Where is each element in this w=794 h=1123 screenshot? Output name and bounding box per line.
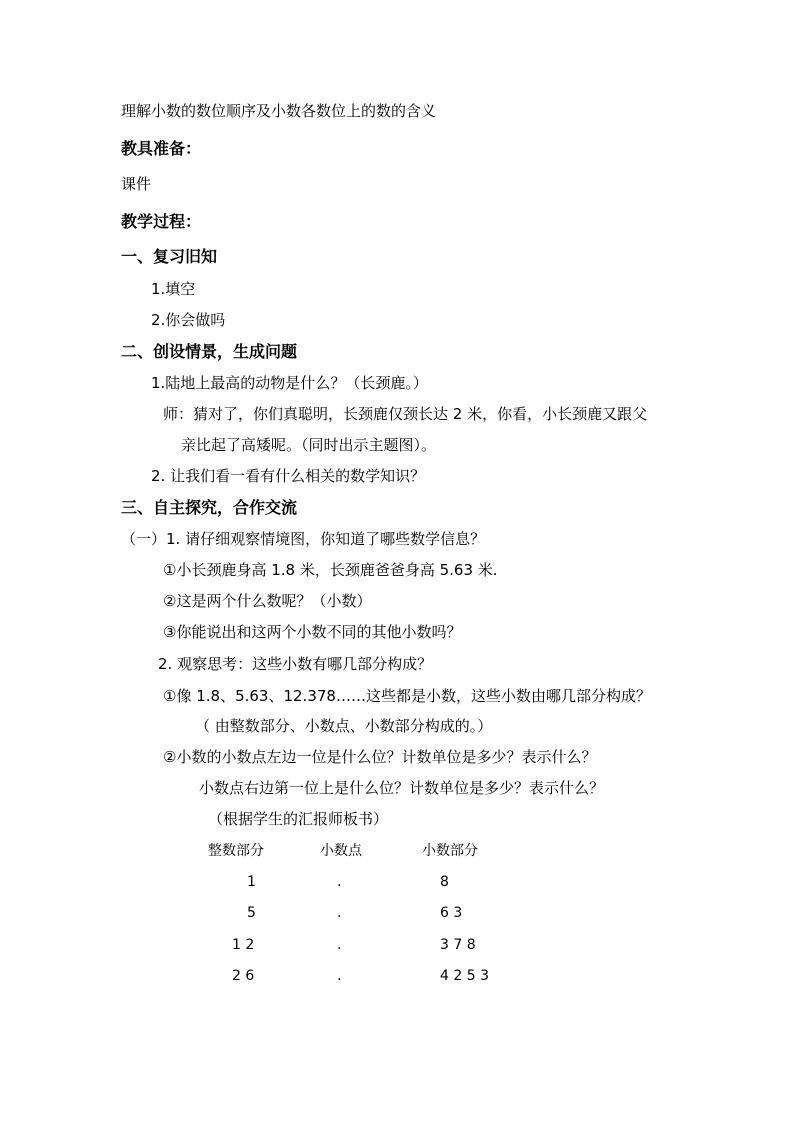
section3-part2-c: （根据学生的汇报师板书）: [208, 810, 389, 828]
table-cell: .: [337, 874, 342, 890]
table-cell: .: [337, 968, 342, 984]
process-heading: 教学过程：: [121, 212, 202, 231]
table-cell: 1: [247, 874, 256, 890]
table-cell: 8: [440, 874, 449, 890]
table-cell: .: [337, 905, 342, 921]
section1-heading: 一、复习旧知: [121, 247, 218, 266]
table-header-point: 小数点: [320, 843, 362, 859]
objective-text: 理解小数的数位顺序及小数各数位上的数的含义: [121, 102, 437, 120]
section3-part2-a-answer: （ 由整数部分、小数点、小数部分构成的。）: [195, 717, 493, 735]
section3-part1-b: ②这是两个什么数呢？（小数）: [163, 592, 372, 610]
section3-part2-a: ①像 1.8、5.63、12.378……这些都是小数，这些小数由哪几部分构成？: [163, 687, 651, 705]
section1-item1: 1.填空: [151, 280, 196, 298]
section3-heading: 三、自主探究，合作交流: [121, 498, 298, 517]
prep-heading: 教具准备：: [121, 139, 202, 158]
section3-part1: （一）1. 请仔细观察情境图，你知道了哪些数学信息？: [121, 530, 486, 548]
section1-item2: 2.你会做吗: [151, 311, 226, 329]
section3-part2-b2: 小数点右边第一位上是什么位？计数单位是多少？表示什么？: [199, 779, 605, 797]
table-cell: 4 2 5 3: [440, 968, 489, 984]
table-cell: 2 6: [232, 968, 255, 984]
section3-part1-c: ③你能说出和这两个小数不同的其他小数吗？: [163, 623, 462, 641]
section2-item1: 1.陆地上最高的动物是什么？（长颈鹿。）: [151, 374, 428, 392]
section2-teacher-line2: 亲比起了高矮呢。（同时出示主题图）。: [181, 436, 437, 454]
section3-part1-a: ①小长颈鹿身高 1.8 米，长颈鹿爸爸身高 5.63 米.: [163, 561, 498, 579]
table-cell: 5: [247, 905, 256, 921]
table-cell: .: [337, 937, 342, 953]
table-cell: 6 3: [440, 905, 463, 921]
prep-text: 课件: [121, 175, 152, 193]
table-header-decimal: 小数部分: [422, 843, 478, 859]
section3-part2: 2. 观察思考：这些小数有哪几部分构成？: [158, 655, 433, 673]
section2-heading: 二、创设情景，生成问题: [121, 342, 298, 361]
table-header-integer: 整数部分: [208, 843, 264, 859]
section2-item2: 2. 让我们看一看有什么相关的数学知识？: [151, 467, 426, 485]
table-cell: 3 7 8: [440, 937, 476, 953]
table-cell: 1 2: [232, 937, 255, 953]
section2-teacher-line1: 师：猜对了，你们真聪明，长颈鹿仅颈长达 2 米，你看，小长颈鹿又跟父: [163, 405, 648, 423]
section3-part2-b: ②小数的小数点左边一位是什么位？计数单位是多少？表示什么？: [163, 748, 597, 766]
